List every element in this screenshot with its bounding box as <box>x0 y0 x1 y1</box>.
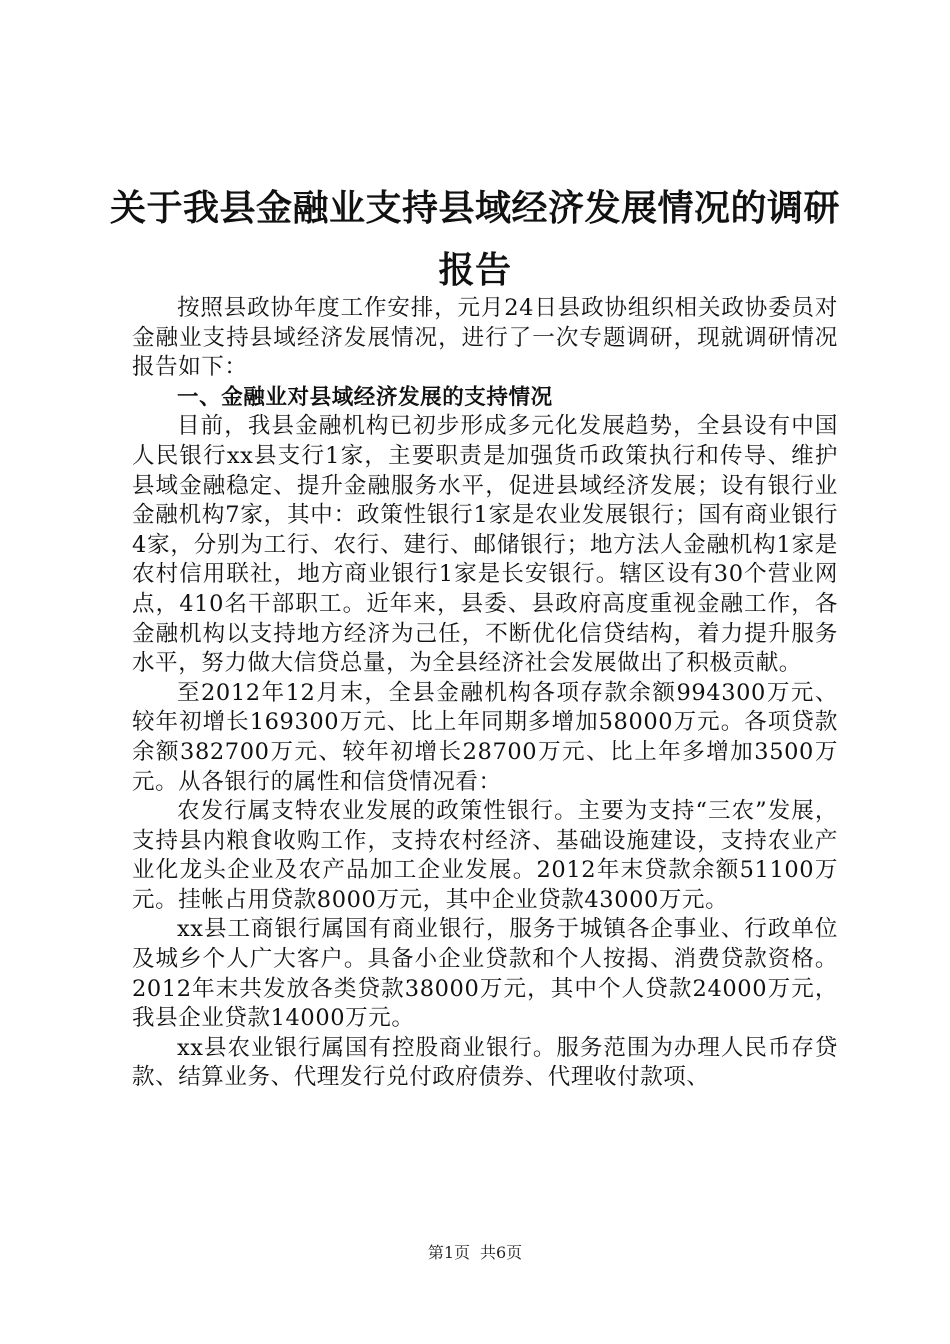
paragraph-intro: 按照县政协年度工作安排，元月24日县政协组织相关政协委员对金融业支持县域经济发展情况，进行了一次专题调研，现就调研情况报告如下： <box>132 295 838 381</box>
paragraph-adbc: 农发行属支特农业发展的政策性银行。主要为支持“三农”发展，支持县内粮食收购工作，支持农村经济、基础设施建设，支持农业产业化龙头企业及农产品加工企业发展。2012年末贷款余额51100万元。挂帐占用贷款8000万元，其中企业贷款43000万元。 <box>132 798 838 913</box>
paragraph-abc: xx县农业银行属国有控股商业银行。服务范围为办理人民币存贷款、结算业务、代理发行兑付政府债券、代理收付款项、 <box>132 1034 838 1091</box>
document-title: 关于我县金融业支持县域经济发展情况的调研报告 <box>110 188 841 291</box>
document-body <box>132 294 838 1093</box>
paragraph-deposits-loans: 至2012年12月末，全县金融机构各项存款余额994300万元、较年初增长169300万元、比上年同期多增加58000万元。各项贷款余额382700万元、较年初增长28700万元、比上年多增加3500万元。从各银行的属性和信贷情况看： <box>132 679 838 795</box>
page-number: 第1页 <box>427 1243 470 1262</box>
paragraph-icbc: xx县工商银行属国有商业银行，服务于城镇各企事业、行政单位及城乡个人广大客户。具备小企业贷款和个人按揭、消费贷款资格。2012年末共发放各类贷款38000万元，其中个人贷款24000万元，我县企业贷款14000万元。 <box>132 916 838 1032</box>
paragraph-institutions: 目前，我县金融机构已初步形成多元化发展趋势，全县设有中国人民银行xx县支行1家，主要职责是加强货币政策执行和传导、维护县域金融稳定、提升金融服务水平，促进县域经济发展；设有银行业金融机构7家，其中：政策性银行1家是农业发展银行；国有商业银行4家，分别为工行、农行、建行、邮储银行；地方法人金融机构1家是农村信用联社，地方商业银行1家是长安银行。辖区设有30个营业网点，410名干部职工。近年来，县委、县政府高度重视金融工作，各金融机构以支持地方经济为己任，不断优化信贷结构，着力提升服务水平，努力做大信贷总量，为全县经济社会发展做出了积极贡献。 <box>132 413 838 677</box>
page-total: 共6页 <box>480 1243 523 1262</box>
section-heading-1: 一、金融业对县域经济发展的支持情况 <box>177 384 553 410</box>
page-footer <box>0 1243 950 1263</box>
